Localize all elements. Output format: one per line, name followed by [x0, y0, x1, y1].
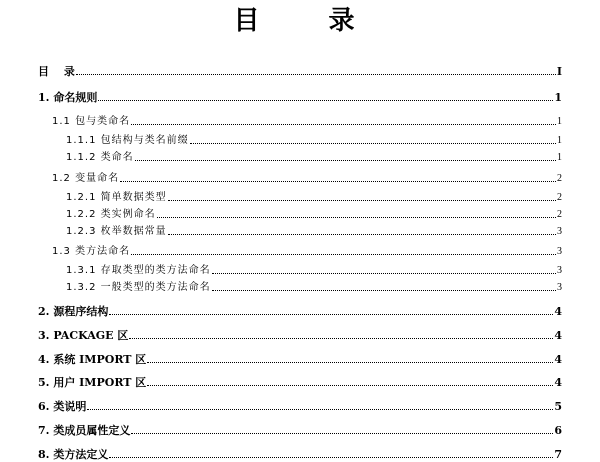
toc-page-number: 2: [557, 192, 562, 203]
toc-entry-label: 1.1.2 类命名: [66, 152, 134, 163]
toc-entry-label: 1.2.3 枚举数据常量: [66, 226, 167, 237]
toc-entry[interactable]: [38, 423, 562, 437]
toc-page-number: 1: [554, 91, 562, 104]
toc-leader-dots: [129, 338, 553, 339]
toc-page-number: 3: [557, 265, 562, 276]
toc-page-number: 6: [554, 424, 562, 437]
toc-entry-label: 1. 命名规则: [38, 91, 98, 104]
toc-entry[interactable]: [66, 150, 562, 164]
toc-entry-label: 5. 用户 IMPORT 区: [38, 376, 147, 389]
toc-entry[interactable]: [38, 352, 562, 366]
toc-entry-label: 6. 类说明: [38, 400, 87, 413]
toc-entry[interactable]: [66, 207, 562, 221]
toc-leader-dots: [168, 234, 556, 235]
toc-entry-label: 1.2 变量命名: [52, 173, 120, 184]
toc-leader-dots: [131, 124, 556, 125]
toc-page-number: 1: [557, 152, 562, 163]
toc-page-number: 4: [554, 353, 562, 366]
toc-page-number: 3: [557, 226, 562, 237]
toc-leader-dots: [157, 217, 556, 218]
toc-entry[interactable]: [66, 133, 562, 147]
toc-leader-dots: [212, 273, 556, 274]
toc-page-number: 5: [554, 400, 562, 413]
toc-entry[interactable]: [38, 447, 562, 461]
toc-leader-dots: [109, 314, 553, 315]
toc-page-number: 7: [554, 448, 562, 461]
toc-entry[interactable]: [66, 190, 562, 204]
toc-leader-dots: [212, 290, 556, 291]
toc-entry[interactable]: [52, 244, 562, 258]
toc-leader-dots: [190, 143, 556, 144]
toc-entry[interactable]: [66, 263, 562, 277]
toc-page-number: 2: [557, 209, 562, 220]
toc-leader-dots: [76, 74, 556, 75]
toc-entry-label: 1.2.1 简单数据类型: [66, 192, 167, 203]
toc-entry-label: 2. 源程序结构: [38, 305, 109, 318]
toc-entry[interactable]: [38, 328, 562, 342]
toc-page-number: 3: [557, 282, 562, 293]
toc-entry[interactable]: [38, 64, 562, 78]
toc-entry[interactable]: [66, 224, 562, 238]
toc-page-number: 4: [554, 329, 562, 342]
toc-entry-label: 1.3 类方法命名: [52, 246, 131, 257]
toc-entry[interactable]: [38, 90, 562, 104]
toc-entry[interactable]: [38, 304, 562, 318]
page-title: 目 录: [233, 6, 385, 36]
toc-entry-label: 1.3.1 存取类型的类方法命名: [66, 265, 211, 276]
toc-entry[interactable]: [66, 280, 562, 294]
toc-page-number: 1: [557, 135, 562, 146]
toc-leader-dots: [147, 362, 553, 363]
toc-leader-dots: [120, 181, 556, 182]
toc-entry-label: 目 录: [38, 65, 75, 78]
toc-leader-dots: [168, 200, 556, 201]
toc-entry-label: 7. 类成员属性定义: [38, 424, 131, 437]
toc-entry-label: 8. 类方法定义: [38, 448, 109, 461]
toc-entry[interactable]: [52, 171, 562, 185]
toc-entry-label: 4. 系统 IMPORT 区: [38, 353, 147, 366]
toc-entry[interactable]: [52, 114, 562, 128]
toc-page-number: 2: [557, 173, 562, 184]
toc-entry-label: 1.1 包与类命名: [52, 116, 131, 127]
toc-leader-dots: [131, 254, 556, 255]
toc-leader-dots: [135, 160, 556, 161]
toc-page-number: 1: [557, 116, 562, 127]
toc-entry-label: 1.3.2 一般类型的类方法命名: [66, 282, 211, 293]
toc-entry-label: 1.1.1 包结构与类名前缀: [66, 135, 189, 146]
toc-leader-dots: [98, 100, 553, 101]
toc-entry-label: 3. PACKAGE 区: [38, 329, 129, 342]
toc-leader-dots: [87, 409, 553, 410]
toc-page-number: 4: [554, 305, 562, 318]
toc-entry[interactable]: [38, 375, 562, 389]
toc-page-number: 4: [554, 376, 562, 389]
toc-page-number: 3: [557, 246, 562, 257]
toc-entry-label: 1.2.2 类实例命名: [66, 209, 156, 220]
toc-page-number: I: [556, 65, 562, 78]
toc-entry[interactable]: [38, 399, 562, 413]
toc-leader-dots: [109, 457, 553, 458]
toc-leader-dots: [131, 433, 553, 434]
toc-leader-dots: [147, 385, 553, 386]
